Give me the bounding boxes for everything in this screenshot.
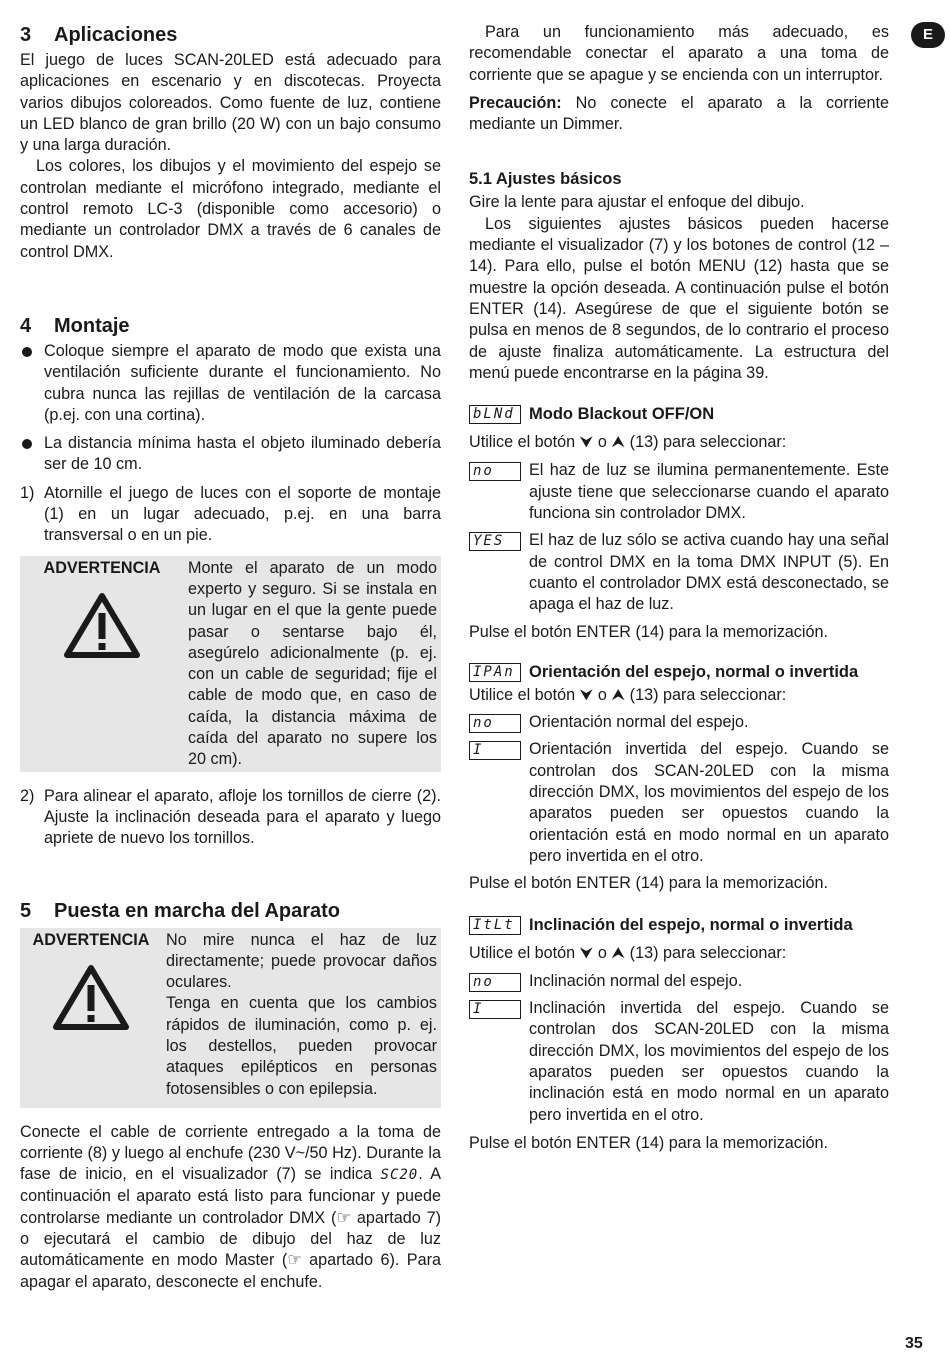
section-3-heading: 3 Aplicaciones [20, 24, 178, 46]
bullet-item: Coloque siempre el aparato de modo que exista una ventilación suficiente durante el funcionamiento. No cubra nunca las rejillas de ventilación de la carcasa (p.ej. con una cortina). [20, 341, 441, 426]
s51-paragraph-2: Los siguientes ajustes básicos pueden hacerse mediante el visualizador (7) y los botones de control (12 – 14). Para ello, pulse el botón MENU (12) hasta que se muestre la opción deseada. A continuación pulse el botón ENTER (14). Asegúrese de que el siguiente botón se pulsa en menos de 8 segundos, de lo contrario el proceso de ajuste finaliza automáticamente. La estructura del menú puede encontrarse en la página 39. [469, 214, 889, 382]
lcd-code: I [469, 741, 521, 760]
hand-pointer-icon: ☞ [287, 1251, 302, 1270]
lcd-code: no [469, 462, 521, 481]
step-item: 2) Para alinear el aparato, afloje los tornillos de cierre (2). Ajuste la inclinación deseada para el aparato y luego apriete de nuevo los tornillos. [20, 786, 441, 848]
menu-block-blackout [469, 404, 889, 643]
section-5-1-heading: 5.1 Ajustes básicos [469, 170, 622, 189]
select-instruction: Utilice el botón ⮟ o ⮝ (13) para seleccionar: [469, 433, 787, 452]
lcd-code: ItLt [469, 916, 521, 935]
language-tab: E [911, 22, 945, 48]
warning-triangle-icon [52, 963, 130, 1031]
warning-text: Monte el aparato de un modo experto y seguro. Si se instala en un lugar en el que la gente puede pasar o sentarse bajo él, asegúrelo adicionalmente (p. ej. con un cable de seguridad; fije el cable de modo que, en caso de caída, la distancia máxima de caída del aparato no supere los 20 cm). [188, 558, 437, 769]
warning-box-startup [20, 928, 441, 1108]
s51-paragraph-1: Gire la lente para ajustar el enfoque del dibujo. [469, 193, 805, 212]
option-row: no El haz de luz se ilumina permanentemente. Este ajuste tiene que seleccionarse cuando el aparato funciona sin controlador DMX. [469, 460, 889, 524]
left-column [20, 22, 441, 1293]
lcd-code: YES [469, 532, 521, 551]
step-item: 1) Atornille el juego de luces con el soporte de montaje (1) en un lugar adecuado, p.ej. en una barra transversal o en un pie. [20, 483, 441, 545]
lcd-code: bLNd [469, 405, 521, 424]
s5-paragraph-2: Para un funcionamiento más adecuado, es recomendable conectar el aparato a una toma de corriente que se apague y se encienda con un interruptor. [469, 23, 889, 84]
warning-title: ADVERTENCIA [43, 558, 161, 577]
menu-heading: IPAn Orientación del espejo, normal o invertida [469, 662, 889, 683]
s3-paragraph-1: El juego de luces SCAN-20LED está adecuado para aplicaciones en escenario y en discotecas. Proyecta varios dibujos coloreados. Como fuente de luz, contiene un LED blanco de gran brillo (20 W) con un bajo consumo y una larga duración. [20, 51, 441, 155]
store-instruction: Pulse el botón ENTER (14) para la memorización. [469, 1133, 828, 1152]
bullet-item: La distancia mínima hasta el objeto iluminado debería ser de 10 cm. [20, 433, 441, 476]
option-row: no Orientación normal del espejo. [469, 712, 889, 733]
section-4-heading: 4 Montaje [20, 314, 130, 337]
option-row: I Orientación invertida del espejo. Cuando se controlan dos SCAN-20LED con la misma dirección DMX, los movimientos del espejo de los aparatos pueden ser opuestos cuando la orientación está en modo normal en un aparato pero invertida en el otro. [469, 739, 889, 867]
warning-title: ADVERTENCIA [32, 930, 150, 949]
menu-heading: ItLt Inclinación del espejo, normal o invertida [469, 915, 889, 936]
page-number: 35 [905, 1335, 923, 1352]
option-row: YES El haz de luz sólo se activa cuando hay una señal de control DMX en la toma DMX INPUT (5). En cuanto el controlador DMX está desconectado, se apaga el haz de luz. [469, 530, 889, 615]
warning-text: Tenga en cuenta que los cambios rápidos de iluminación, como p. ej. los destellos, pueden provocar ataques epilépticos en personas fotosensibles o con epilepsia. [166, 994, 437, 1098]
warning-triangle-icon [63, 591, 141, 659]
s3-paragraph-2: Los colores, los dibujos y el movimiento del espejo se controlan mediante el micrófono integrado, mediante el control remoto LC-3 (disponible como accesorio) o mediante un controlador DMX a través de 6 canales de control DMX. [20, 157, 441, 261]
right-column [469, 22, 889, 1154]
bullet-dot-icon [22, 439, 32, 449]
hand-pointer-icon: ☞ [336, 1208, 351, 1227]
store-instruction: Pulse el botón ENTER (14) para la memorización. [469, 622, 828, 641]
lcd-code: no [469, 714, 521, 733]
warning-box-mounting [20, 556, 441, 772]
menu-heading: bLNd Modo Blackout OFF/ON [469, 404, 889, 425]
display-readout: SC20 [380, 1167, 419, 1184]
option-row: no Inclinación normal del espejo. [469, 971, 889, 992]
lcd-code: no [469, 973, 521, 992]
warning-text: No mire nunca el haz de luz directamente; puede provocar daños oculares. [166, 930, 437, 992]
caution-paragraph: Precaución: No conecte el aparato a la corriente mediante un Dimmer. [469, 93, 889, 134]
section-5-heading: 5 Puesta en marcha del Aparato [20, 899, 341, 922]
lcd-code: IPAn [469, 663, 521, 682]
option-row: I Inclinación invertida del espejo. Cuando se controlan dos SCAN-20LED con la misma dirección DMX, los movimientos del espejo de los aparatos pueden ser opuestos cuando la inclinación está en modo normal en un aparato pero invertida en el otro. [469, 998, 889, 1126]
lcd-code: I [469, 1000, 521, 1019]
store-instruction: Pulse el botón ENTER (14) para la memorización. [469, 874, 828, 893]
menu-block-tilt [469, 915, 889, 1155]
menu-block-pan [469, 662, 889, 895]
select-instruction: Utilice el botón ⮟ o ⮝ (13) para seleccionar: [469, 685, 787, 704]
select-instruction: Utilice el botón ⮟ o ⮝ (13) para seleccionar: [469, 943, 787, 962]
bullet-dot-icon [22, 347, 32, 357]
s5-paragraph-1: Conecte el cable de corriente entregado a la toma de corriente (8) y luego al enchufe (230 V~/50 Hz). Durante la fase de inicio, en el visualizador (7) se indica SC20. A continuación el aparato está listo para funcionar y puede controlarse mediante un controlador DMX (☞ apartado 7) o ejecutará el cambio de dibujo del haz de luz automáticamente en modo Master (☞ apartado 6). Para apagar el aparato, desconecte el enchufe. [20, 1122, 441, 1291]
